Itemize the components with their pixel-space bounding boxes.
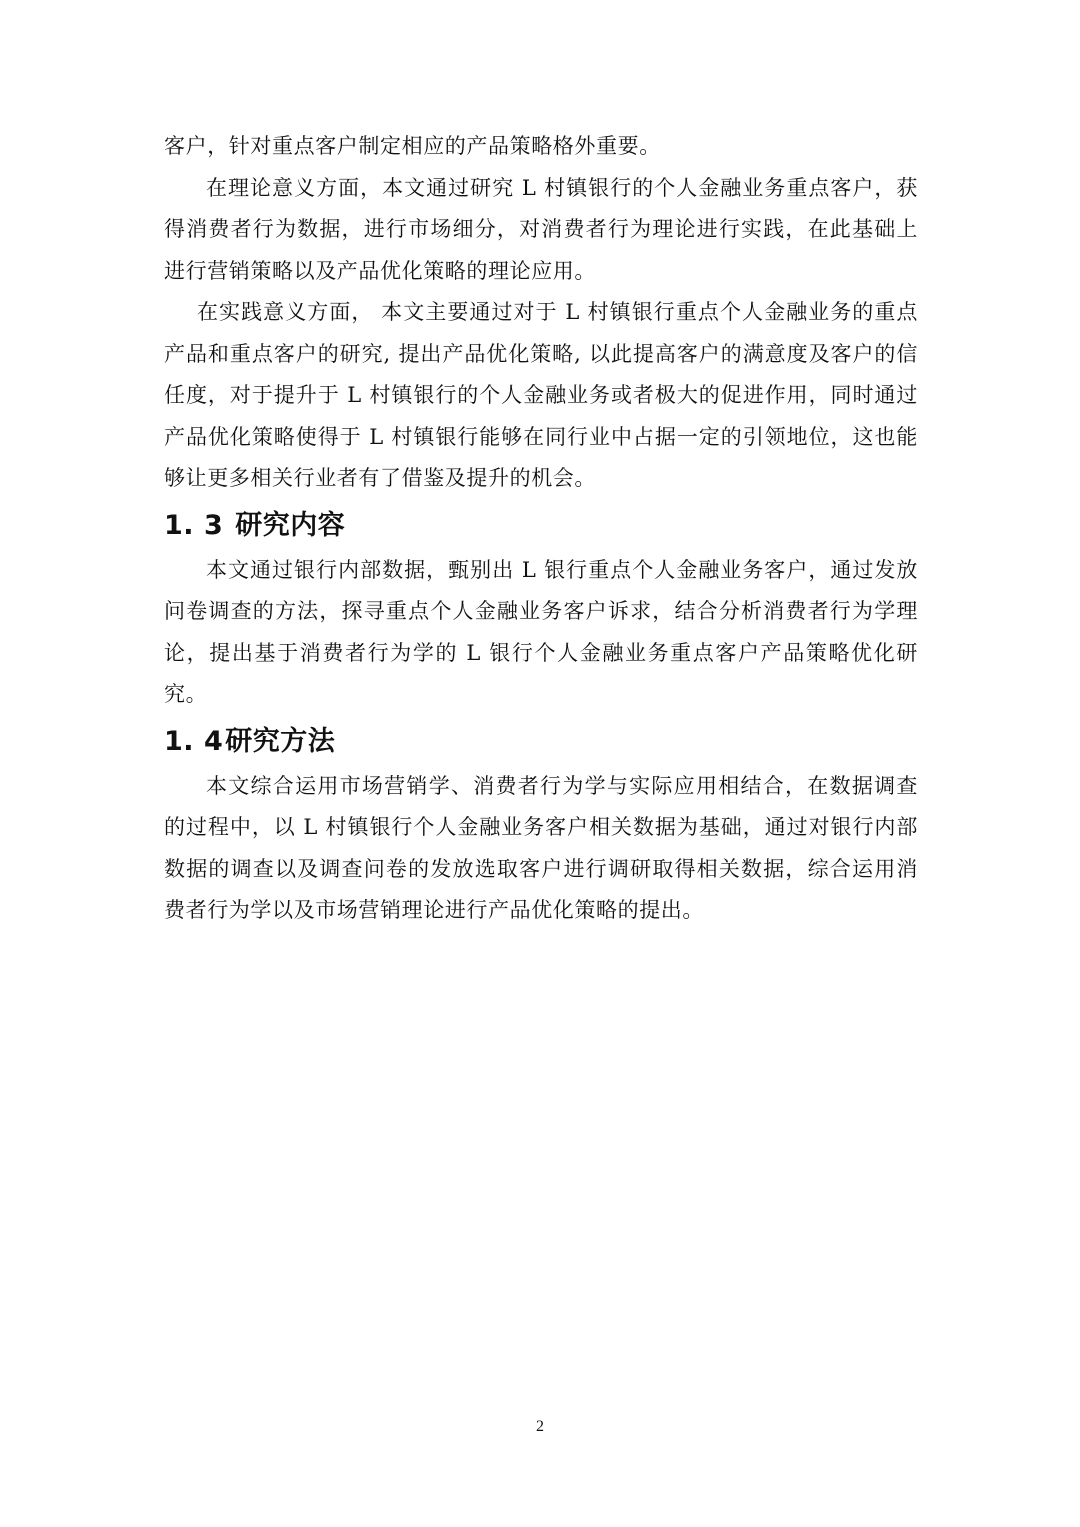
page-content [164,126,918,932]
section-number: 1. 3 [164,509,224,541]
section-number: 1. 4 [164,725,224,757]
paragraph-research-method: 本文综合运用市场营销学、消费者行为学与实际应用相结合，在数据调查的过程中，以 L 村镇银行个人金融业务客户相关数据为基础，通过对银行内部数据的调查以及调查问卷的发放选取客户进行调研取得相关数据，综合运用消费者行为学以及市场营销理论进行产品优化策略的提出。 [164,773,918,922]
section-heading-1-3 [164,500,918,550]
paragraph-research-content: 本文通过银行内部数据，甄别出 L 银行重点个人金融业务客户，通过发放问卷调查的方法，探寻重点个人金融业务客户诉求，结合分析消费者行为学理论，提出基于消费者行为学的 L 银行个人金融业务重点客户产品策略优化研究。 [164,557,918,706]
section-title: 研究内容 [235,509,346,541]
page-number: 2 [536,1418,544,1435]
section-title: 研究方法 [225,725,336,757]
section-heading-1-4 [164,716,918,766]
paragraph-theoretical-significance: 在理论意义方面，本文通过研究 L 村镇银行的个人金融业务重点客户，获得消费者行为数据，进行市场细分，对消费者行为理论进行实践，在此基础上进行营销策略以及产品优化策略的理论应用。 [164,175,918,283]
paragraph-practical-significance: 在实践意义方面， 本文主要通过对于 L 村镇银行重点个人金融业务的重点产品和重点客户的研究, 提出产品优化策略, 以此提高客户的满意度及客户的信任度，对于提升于 L 村镇银行的个人金融业务或者极大的促进作用，同时通过产品优化策略使得于 L 村镇银行能够在同行业中占据一定的引领地位，这也能够让更多相关行业者有了借鉴及提升的机会。 [164,300,918,490]
paragraph-continuation: 客户，针对重点客户制定相应的产品策略格外重要。 [164,134,661,158]
